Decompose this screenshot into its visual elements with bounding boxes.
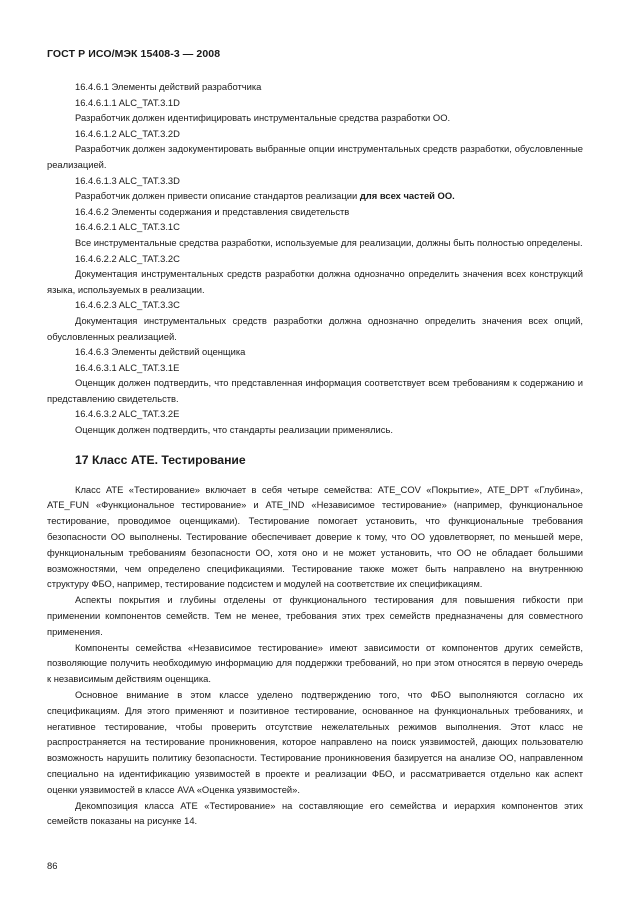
clause-id: 16.4.6.2.1 ALC_TAT.3.1C [75, 221, 180, 233]
clause-heading: 16.4.6.1 Элементы действий разработчика [75, 81, 262, 92]
body-paragraph: Основное внимание в этом классе уделено подтверждению того, что ФБО выполняются согласно их спецификациям. Для этого применяют и позитивное тестирование, основанное на функциональных требованиях, и негативное тестирование, чтобы проверить отсутствие нежелательных режимов выполнения. Этот класс не распространяется на тестирование проникновения, которое направлено на поиск уязвимостей, дающих пользователю возможность нарушить политику безопасности. Тестирование проникновения базируется на анализе ОО, направленном специально на идентификацию уязвимостей в проекте и реализации ФБО, и рассматривается отдельно как аспект оценки уязвимостей в классе AVA «Оценка уязвимостей». [47, 689, 583, 795]
section-title: 17 Класс АТЕ. Тестирование [75, 452, 246, 467]
clause-text: Оценщик должен подтвердить, что представленная информация соответствует всем требованиям к содержанию и представлению свидетельств. [47, 377, 583, 404]
clause-text-emphasis: для всех частей ОО. [359, 190, 455, 202]
clause-id: 16.4.6.1.1 ALC_TAT.3.1D [75, 96, 180, 108]
clause-text: Документация инструментальных средств разработки должна однозначно определить значения всех конструкций языка, используемых в реализации. [47, 268, 583, 295]
section-body [47, 482, 583, 830]
clause-heading: 16.4.6.2 Элементы содержания и представления свидетельств [75, 205, 350, 217]
clause-id: 16.4.6.2.3 ALC_TAT.3.3C [75, 299, 180, 311]
body-paragraph: Аспекты покрытия и глубины отделены от функционального тестирования для повышения гибкости при применении компонентов семейств. Тем не менее, требования этих трех семейств предназначены для совместного применения. [47, 594, 583, 637]
body-paragraph: Декомпозиция класса АТЕ «Тестирование» на составляющие его семейства и иерархия компонентов этих семейств показаны на рисунке 14. [47, 799, 583, 827]
document-header: ГОСТ Р ИСО/МЭК 15408-3 — 2008 [47, 48, 221, 60]
clause-id: 16.4.6.2.2 ALC_TAT.3.2C [75, 252, 180, 264]
clause-text [47, 188, 583, 204]
page-number: 86 [47, 860, 58, 871]
clause-text-part: Разработчик должен привести описание стандартов реализации [75, 190, 360, 202]
clause-id: 16.4.6.3.1 ALC_TAT.3.1E [75, 361, 180, 373]
clause-id: 16.4.6.1.3 ALC_TAT.3.3D [75, 174, 180, 186]
body-paragraph: Компоненты семейства «Независимое тестирование» имеют зависимости от компонентов других семейств, позволяющие получить необходимую информацию для поддержки требований, но при этом относятся в первую очередь к независимым действиям оценщика. [47, 641, 583, 685]
clause-text: Оценщик должен подтвердить, что стандарты реализации применялись. [75, 424, 393, 436]
clause-id: 16.4.6.3.2 ALC_TAT.3.2E [75, 408, 180, 420]
clause-text: Все инструментальные средства разработки, используемые для реализации, должны быть полностью определены. [75, 236, 583, 248]
body-paragraph: Класс АТЕ «Тестирование» включает в себя четыре семейства: ATE_COV «Покрытие», ATE_DPT «Глубина», ATE_FUN «Функциональное тестирование» и ATE_IND «Независимое тестирование» (например, функциональное тестирование, проводимое оценщиками). Тестирование помогает установить, что функциональные требования безопасности ОО выполнены. Тестирование обеспечивает доверие к тому, что ОО удовлетворяет, по меньшей мере, функциональным требованиям безопасности ОО, хотя оно и не может установить, что ОО не обладает большими возможностями, чем определено спецификациями. Тестирование также может быть направлено на внутреннюю структуру ФБО, например, тестирование подсистем и модулей на соответствие их спецификациям. [47, 483, 583, 590]
clause-text: Разработчик должен идентифицировать инструментальные средства разработки ОО. [75, 112, 451, 124]
document-content [47, 79, 583, 829]
clause-heading: 16.4.6.3 Элементы действий оценщика [75, 346, 246, 358]
clause-text: Документация инструментальных средств разработки должна однозначно определить значения всех опций, обусловленных реализацией. [47, 314, 583, 342]
clause-text: Разработчик должен задокументировать выбранные опции инструментальных средств разработки, обусловленные реализацией. [47, 143, 583, 170]
clause-id: 16.4.6.1.2 ALC_TAT.3.2D [75, 127, 180, 139]
